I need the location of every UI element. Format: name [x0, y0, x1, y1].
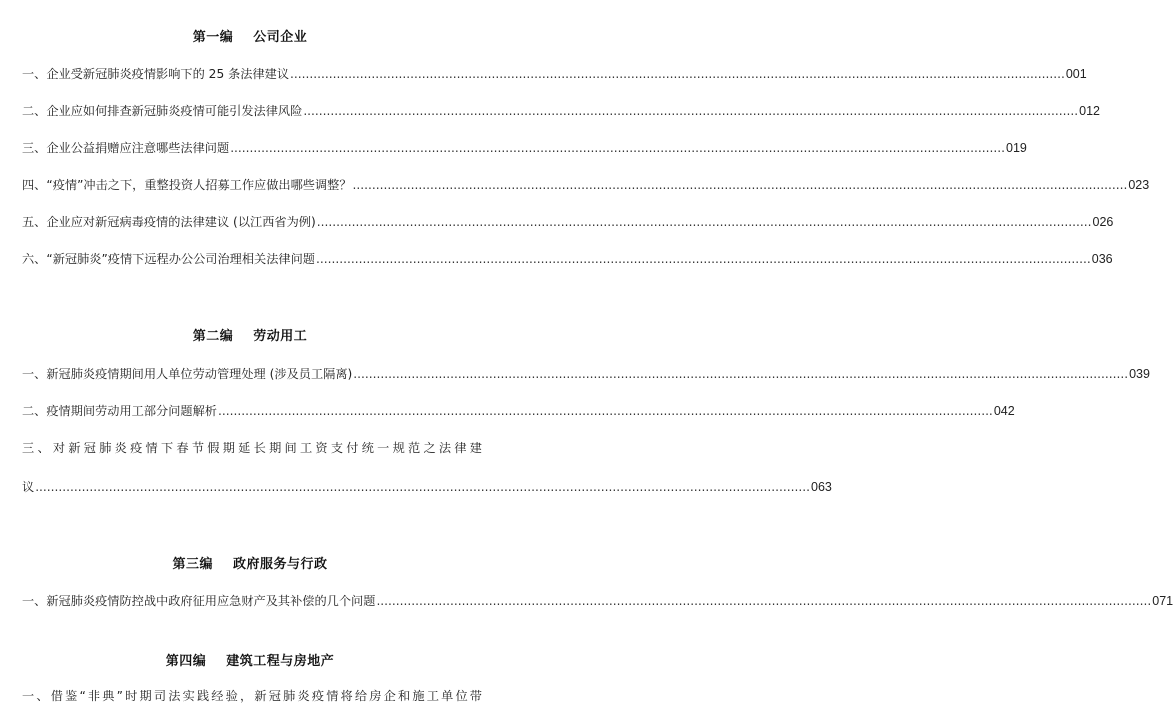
section-heading-3: 第三编 政府服务与行政	[172, 557, 328, 572]
toc-entry-title-line1[interactable]: 一、借鉴“非典”时期司法实践经验，新冠肺炎疫情将给房企和施工单位带	[22, 689, 482, 703]
dot-leader	[376, 593, 1151, 609]
toc-entry-page: 039	[1129, 367, 1150, 381]
toc-entry-page: 071	[1152, 594, 1173, 608]
section-heading-4: 第四编 建筑工程与房地产	[165, 654, 335, 669]
toc-entry[interactable]	[22, 366, 1150, 382]
toc-entry[interactable]	[22, 403, 1015, 419]
toc-entry-page: 019	[1006, 141, 1027, 155]
toc-entry-title: 三、企业公益捐赠应注意哪些法律问题	[22, 141, 230, 155]
toc-entry-title-line1[interactable]: 三、对新冠肺炎疫情下春节假期延长期间工资支付统一规范之法律建	[22, 441, 482, 455]
dot-leader	[317, 214, 1092, 230]
dot-leader	[290, 66, 1065, 82]
dot-leader	[353, 366, 1128, 382]
toc-entry-title: 六、“新冠肺炎”疫情下远程办公公司治理相关法律问题	[22, 252, 315, 266]
toc-entry-page: 036	[1091, 252, 1113, 266]
toc-entry[interactable]	[22, 251, 1113, 267]
toc-entry[interactable]	[22, 103, 1100, 119]
toc-entry-title: 二、疫情期间劳动用工部分问题解析	[22, 404, 217, 418]
section-heading-1: 第一编 公司企业	[192, 30, 308, 45]
toc-entry[interactable]	[22, 177, 1150, 193]
toc-entry-title: 一、新冠肺炎疫情防控战中政府征用应急财产及其补偿的几个问题	[22, 594, 376, 608]
toc-entry[interactable]	[22, 214, 1114, 230]
toc-entry-title: 一、新冠肺炎疫情期间用人单位劳动管理处理 (涉及员工隔离)	[22, 367, 353, 381]
dot-leader	[230, 140, 1005, 156]
dot-leader	[218, 403, 993, 419]
dot-leader	[316, 251, 1091, 267]
toc-entry-title: 四、“疫情”冲击之下，重整投资人招募工作应做出哪些调整？	[22, 178, 352, 192]
dot-leader	[35, 479, 810, 495]
toc-entry-page: 012	[1079, 104, 1100, 118]
toc-entry-page: 063	[811, 480, 832, 494]
section-heading-2: 第二编 劳动用工	[192, 329, 308, 344]
toc-entry-page: 042	[993, 404, 1015, 418]
toc-entry[interactable]	[22, 593, 1173, 609]
dot-leader	[303, 103, 1078, 119]
toc-entry-title: 二、企业应如何排查新冠肺炎疫情可能引发法律风险	[22, 104, 303, 118]
toc-entry-page: 026	[1092, 215, 1114, 229]
toc-entry-title: 五、企业应对新冠病毒疫情的法律建议 (以江西省为例)	[22, 215, 316, 229]
toc-entry-title: 一、企业受新冠肺炎疫情影响下的 25 条法律建议	[22, 67, 290, 81]
toc-entry[interactable]	[22, 140, 1027, 156]
toc-entry[interactable]	[22, 66, 1087, 82]
dot-leader	[353, 177, 1128, 193]
toc-entry-page: 001	[1065, 67, 1087, 81]
toc-entry-title-line2: 议	[22, 480, 35, 494]
toc-entry-page: 023	[1128, 178, 1150, 192]
toc-entry-continuation[interactable]	[22, 479, 832, 495]
